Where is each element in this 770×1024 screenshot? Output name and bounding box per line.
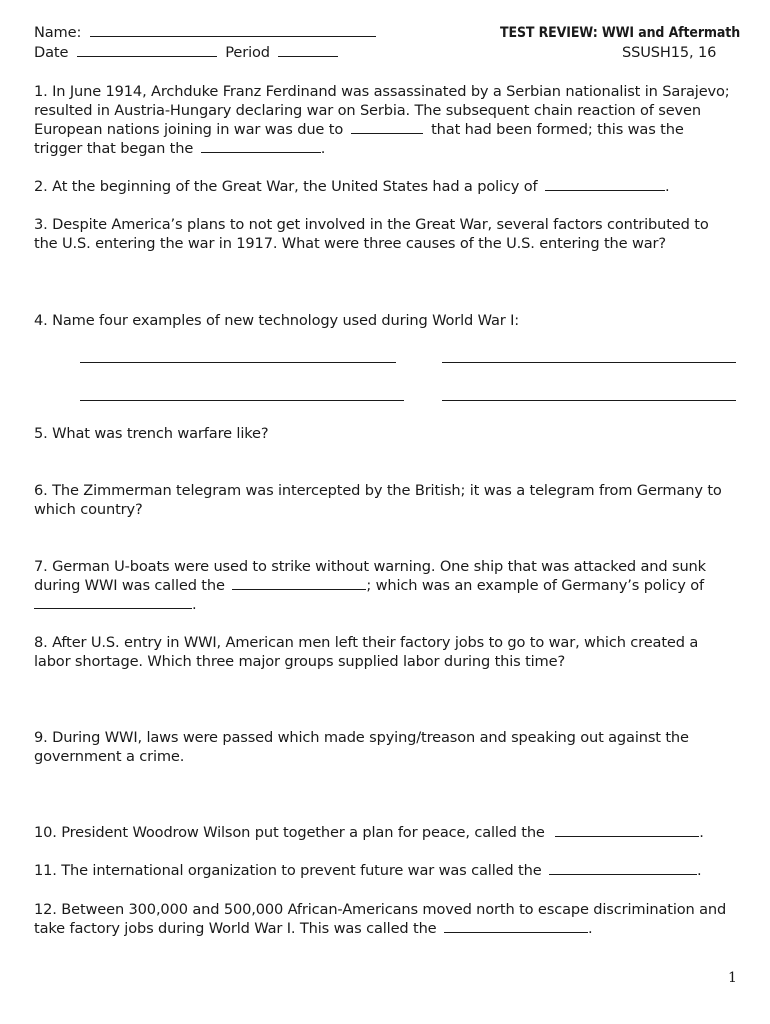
- period-label: Period: [225, 44, 270, 61]
- q1-blank-1[interactable]: [351, 120, 423, 134]
- q8-line-2: labor shortage. Which three major groups supplied labor during this time?: [34, 653, 566, 670]
- q7-line-2: [34, 576, 704, 595]
- q4-answer-line-3[interactable]: [80, 400, 404, 401]
- q11-line-1-end: .: [697, 862, 702, 879]
- q1-line-4-start: trigger that began the: [34, 140, 194, 157]
- q4-answer-line-1[interactable]: [80, 362, 396, 363]
- q4-answer-line-4[interactable]: [442, 400, 736, 401]
- q12-line-2: [34, 919, 593, 938]
- q11-blank[interactable]: [549, 861, 697, 875]
- q6-line-1: 6. The Zimmerman telegram was intercepted by the British; it was a telegram from Germany to: [34, 482, 722, 499]
- q7-line-2-start: during WWI was called the: [34, 577, 225, 594]
- name-label: Name:: [34, 24, 82, 41]
- q7-line-1: 7. German U-boats were used to strike without warning. One ship that was attacked and sunk: [34, 558, 706, 575]
- q3-line-1: 3. Despite America’s plans to not get involved in the Great War, several factors contributed to: [34, 216, 709, 233]
- standards-code: SSUSH15, 16: [622, 44, 717, 61]
- q10-blank[interactable]: [555, 823, 699, 837]
- q4-answer-line-2[interactable]: [442, 362, 736, 363]
- date-label: Date: [34, 44, 69, 61]
- q11-line-1-start: 11. The international organization to prevent future war was called the: [34, 862, 542, 879]
- q7-line-3-end: .: [192, 596, 197, 613]
- page-number: 1: [728, 970, 737, 986]
- q1-line-3: [34, 120, 684, 139]
- q2-line-1-end: .: [665, 178, 670, 195]
- q4-line-1: 4. Name four examples of new technology used during World War I:: [34, 312, 520, 329]
- q12-blank[interactable]: [444, 919, 588, 933]
- q1-line-3-start: European nations joining in war was due to: [34, 121, 344, 138]
- q1-line-2: resulted in Austria-Hungary declaring war on Serbia. The subsequent chain reaction of seven: [34, 102, 701, 119]
- period-blank[interactable]: [278, 43, 338, 57]
- q9-line-1: 9. During WWI, laws were passed which made spying/treason and speaking out against the: [34, 729, 689, 746]
- date-period-row: [34, 43, 338, 62]
- q7-line-2-end: ; which was an example of Germany’s policy of: [366, 577, 705, 594]
- q1-line-4: [34, 139, 325, 158]
- worksheet-title: TEST REVIEW: WWI and Aftermath: [500, 24, 741, 41]
- name-row: [34, 23, 376, 42]
- q10-line-1-start: 10. President Woodrow Wilson put together a plan for peace, called the: [34, 824, 545, 841]
- q2-line-1: [34, 177, 670, 196]
- q1-line-3-end: that had been formed; this was the: [431, 121, 684, 138]
- q1-line-1: 1. In June 1914, Archduke Franz Ferdinand was assassinated by a Serbian nationalist in Sarajevo;: [34, 83, 730, 100]
- q1-blank-2[interactable]: [201, 139, 321, 153]
- q12-line-2-start: take factory jobs during World War I. This was called the: [34, 920, 437, 937]
- q7-line-3: [34, 595, 197, 614]
- q8-line-1: 8. After U.S. entry in WWI, American men left their factory jobs to go to war, which created a: [34, 634, 699, 651]
- date-blank[interactable]: [77, 43, 217, 57]
- q2-line-1-start: 2. At the beginning of the Great War, the United States had a policy of: [34, 178, 538, 195]
- q5-line-1: 5. What was trench warfare like?: [34, 425, 269, 442]
- q12-line-1: 12. Between 300,000 and 500,000 African-Americans moved north to escape discrimination and: [34, 901, 727, 918]
- q7-blank-2[interactable]: [34, 595, 192, 609]
- q7-blank-1[interactable]: [232, 576, 366, 590]
- q3-line-2: the U.S. entering the war in 1917. What were three causes of the U.S. entering the war?: [34, 235, 666, 252]
- q9-line-2: government a crime.: [34, 748, 185, 765]
- q10-line-1: [34, 823, 704, 842]
- q10-line-1-end: .: [699, 824, 704, 841]
- q6-line-2: which country?: [34, 501, 143, 518]
- q2-blank[interactable]: [545, 177, 665, 191]
- name-blank[interactable]: [90, 23, 376, 37]
- q11-line-1: [34, 861, 702, 880]
- q1-line-4-end: .: [320, 140, 326, 157]
- q12-line-2-end: .: [588, 920, 593, 937]
